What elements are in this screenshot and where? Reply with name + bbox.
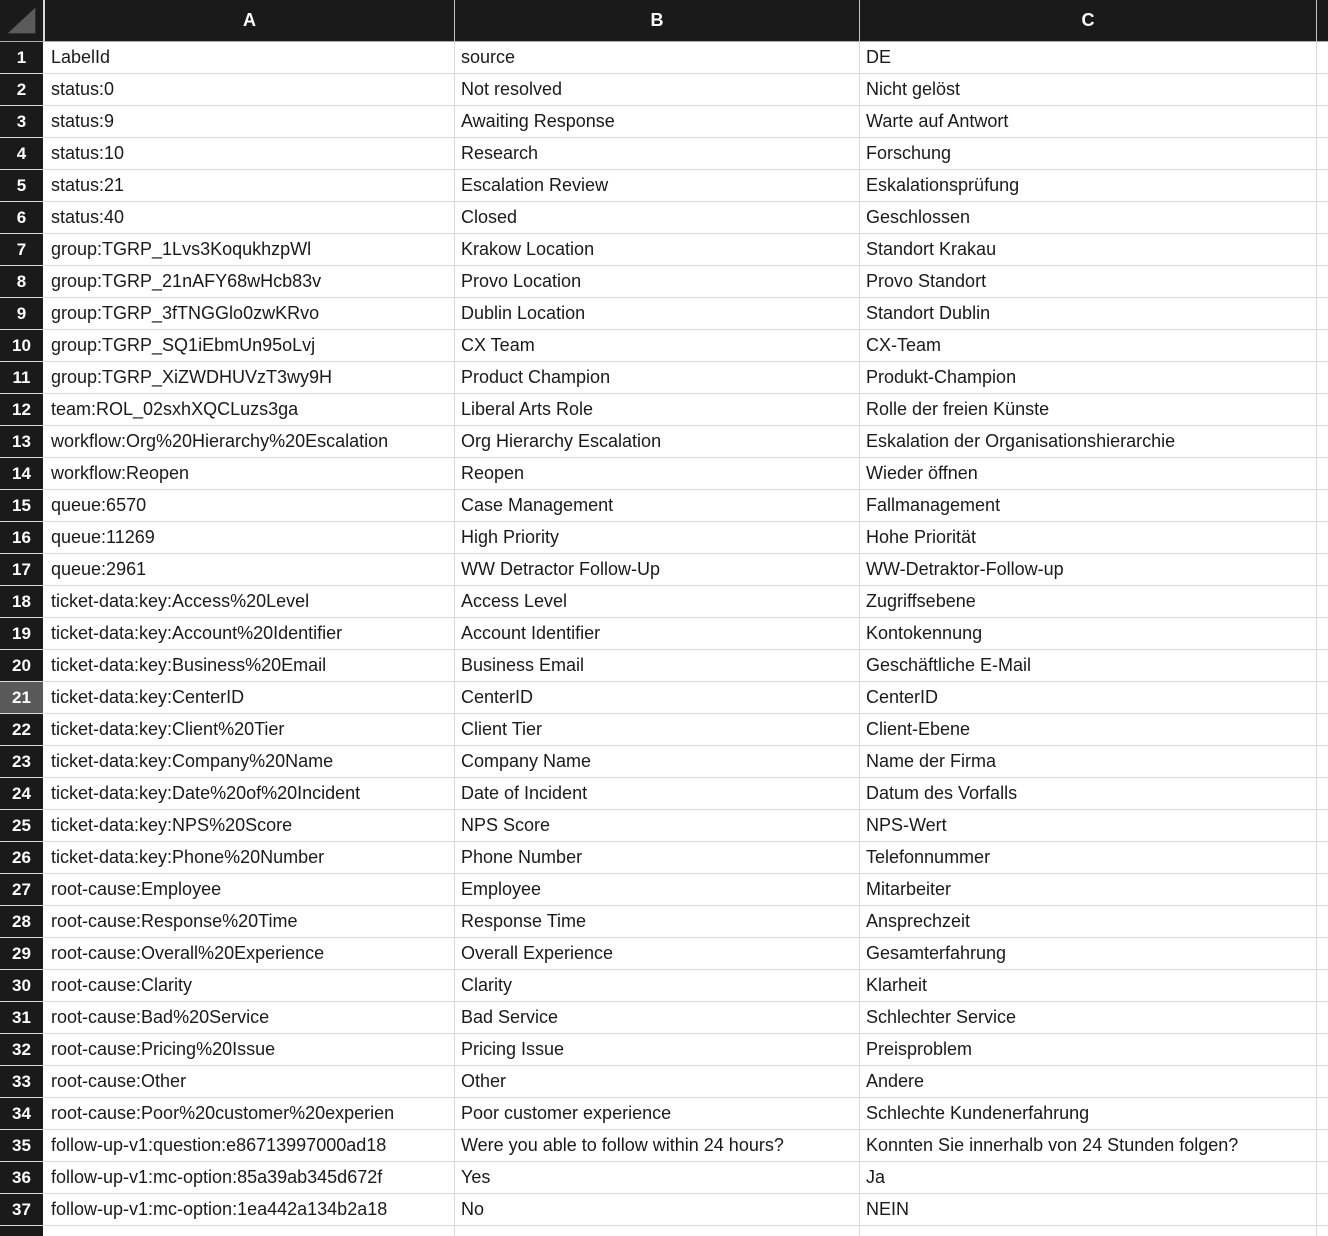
row-number[interactable]: 3	[0, 106, 45, 138]
row-number[interactable]: 14	[0, 458, 45, 490]
cell-de[interactable]: Datum des Vorfalls	[860, 778, 1317, 810]
cell-labelid[interactable]: status:21	[45, 170, 455, 202]
row-number[interactable]: 15	[0, 490, 45, 522]
cell-labelid[interactable]: ticket-data:key:NPS%20Score	[45, 810, 455, 842]
cell-d-partial[interactable]	[1317, 394, 1328, 426]
row-number[interactable]: 28	[0, 906, 45, 938]
cell-de[interactable]: Gesamterfahrung	[860, 938, 1317, 970]
cell-d-partial[interactable]	[1317, 458, 1328, 490]
row-number[interactable]: 18	[0, 586, 45, 618]
cell-de[interactable]: Warte auf Antwort	[860, 106, 1317, 138]
cell-de[interactable]: Mitarbeiter	[860, 874, 1317, 906]
cell-de[interactable]: CX-Team	[860, 330, 1317, 362]
cell-labelid[interactable]: queue:6570	[45, 490, 455, 522]
table-row	[0, 714, 1328, 746]
cell-de[interactable]: Eskalationsprüfung	[860, 170, 1317, 202]
row-number[interactable]: 6	[0, 202, 45, 234]
cell-source[interactable]: Research	[455, 138, 860, 170]
cell-de[interactable]: Fallmanagement	[860, 490, 1317, 522]
cell-d-partial[interactable]	[1317, 714, 1328, 746]
cell-source[interactable]: Dublin Location	[455, 298, 860, 330]
cell-source[interactable]: Provo Location	[455, 266, 860, 298]
cell-d-partial[interactable]	[1317, 746, 1328, 778]
cell-source[interactable]: Org Hierarchy Escalation	[455, 426, 860, 458]
table-row	[0, 1194, 1328, 1226]
cell-d-partial[interactable]	[1317, 298, 1328, 330]
row-number[interactable]: 19	[0, 618, 45, 650]
cell-de[interactable]: Geschäftliche E-Mail	[860, 650, 1317, 682]
table-row	[0, 554, 1328, 586]
cell-source[interactable]: WW Detractor Follow-Up	[455, 554, 860, 586]
cell-source[interactable]: Client Tier	[455, 714, 860, 746]
table-row	[0, 906, 1328, 938]
cell-de[interactable]: Nicht gelöst	[860, 74, 1317, 106]
cell-labelid[interactable]	[45, 1226, 455, 1236]
cell-de[interactable]: Eskalation der Organisationshierarchie	[860, 426, 1317, 458]
cell-source[interactable]: Business Email	[455, 650, 860, 682]
table-row	[0, 74, 1328, 106]
cell-de[interactable]: Konnten Sie innerhalb von 24 Stunden folgen?	[860, 1130, 1317, 1162]
table-row	[0, 266, 1328, 298]
row-number[interactable]: 26	[0, 842, 45, 874]
row-number[interactable]: 36	[0, 1162, 45, 1194]
cell-d-partial[interactable]	[1317, 330, 1328, 362]
row-number[interactable]	[0, 1226, 45, 1236]
table-row	[0, 426, 1328, 458]
cell-source[interactable]: Access Level	[455, 586, 860, 618]
cell-de[interactable]: Kontokennung	[860, 618, 1317, 650]
grid-body	[0, 42, 1328, 1236]
row-number[interactable]: 27	[0, 874, 45, 906]
row-number[interactable]: 7	[0, 234, 45, 266]
cell-labelid[interactable]: root-cause:Overall%20Experience	[45, 938, 455, 970]
cell-de[interactable]: DE	[860, 42, 1317, 74]
cell-labelid[interactable]: ticket-data:key:Date%20of%20Incident	[45, 778, 455, 810]
row-number[interactable]: 10	[0, 330, 45, 362]
cell-d-partial[interactable]	[1317, 426, 1328, 458]
cell-source[interactable]: Were you able to follow within 24 hours?	[455, 1130, 860, 1162]
cell-labelid[interactable]: status:9	[45, 106, 455, 138]
cell-d-partial[interactable]	[1317, 522, 1328, 554]
cell-labelid[interactable]: status:40	[45, 202, 455, 234]
cell-d-partial[interactable]	[1317, 42, 1328, 74]
cell-source[interactable]	[455, 1226, 860, 1236]
cell-labelid[interactable]: root-cause:Bad%20Service	[45, 1002, 455, 1034]
cell-labelid[interactable]: workflow:Org%20Hierarchy%20Escalation	[45, 426, 455, 458]
cell-labelid[interactable]: queue:2961	[45, 554, 455, 586]
cell-source[interactable]: Awaiting Response	[455, 106, 860, 138]
row-number[interactable]: 1	[0, 42, 45, 74]
cell-de[interactable]: WW-Detraktor-Follow-up	[860, 554, 1317, 586]
cell-d-partial[interactable]	[1317, 234, 1328, 266]
cell-d-partial[interactable]	[1317, 618, 1328, 650]
cell-de[interactable]: Geschlossen	[860, 202, 1317, 234]
cell-labelid[interactable]: root-cause:Response%20Time	[45, 906, 455, 938]
table-row	[0, 42, 1328, 74]
row-number[interactable]: 32	[0, 1034, 45, 1066]
cell-de[interactable]: Standort Krakau	[860, 234, 1317, 266]
cell-d-partial[interactable]	[1317, 1034, 1328, 1066]
cell-source[interactable]: Phone Number	[455, 842, 860, 874]
row-number[interactable]: 30	[0, 970, 45, 1002]
cell-de[interactable]: Forschung	[860, 138, 1317, 170]
cell-labelid[interactable]: group:TGRP_1Lvs3KoqukhzpWl	[45, 234, 455, 266]
table-row	[0, 842, 1328, 874]
column-header-d-partial[interactable]	[1317, 0, 1328, 42]
cell-d-partial[interactable]	[1317, 1194, 1328, 1226]
cell-d-partial[interactable]	[1317, 362, 1328, 394]
cell-d-partial[interactable]	[1317, 842, 1328, 874]
cell-d-partial[interactable]	[1317, 138, 1328, 170]
cell-source[interactable]: Not resolved	[455, 74, 860, 106]
cell-labelid[interactable]: root-cause:Employee	[45, 874, 455, 906]
row-number[interactable]: 37	[0, 1194, 45, 1226]
row-number[interactable]: 35	[0, 1130, 45, 1162]
cell-d-partial[interactable]	[1317, 906, 1328, 938]
cell-de[interactable]: Schlechte Kundenerfahrung	[860, 1098, 1317, 1130]
cell-d-partial[interactable]	[1317, 202, 1328, 234]
table-row	[0, 810, 1328, 842]
table-row	[0, 938, 1328, 970]
row-number[interactable]: 31	[0, 1002, 45, 1034]
table-row	[0, 874, 1328, 906]
cell-source[interactable]: Overall Experience	[455, 938, 860, 970]
cell-d-partial[interactable]	[1317, 106, 1328, 138]
cell-labelid[interactable]: root-cause:Pricing%20Issue	[45, 1034, 455, 1066]
table-row	[0, 650, 1328, 682]
column-header-a[interactable]: A	[45, 0, 455, 42]
row-number[interactable]: 23	[0, 746, 45, 778]
cell-source[interactable]: Poor customer experience	[455, 1098, 860, 1130]
cell-source[interactable]: Response Time	[455, 906, 860, 938]
cell-source[interactable]: Date of Incident	[455, 778, 860, 810]
cell-d-partial[interactable]	[1317, 970, 1328, 1002]
cell-labelid[interactable]: ticket-data:key:Account%20Identifier	[45, 618, 455, 650]
table-row	[0, 1226, 1328, 1236]
cell-d-partial[interactable]	[1317, 1066, 1328, 1098]
table-row	[0, 778, 1328, 810]
cell-de[interactable]: Andere	[860, 1066, 1317, 1098]
row-number[interactable]: 22	[0, 714, 45, 746]
cell-source[interactable]: High Priority	[455, 522, 860, 554]
table-row	[0, 298, 1328, 330]
cell-de[interactable]: Standort Dublin	[860, 298, 1317, 330]
cell-labelid[interactable]: ticket-data:key:Access%20Level	[45, 586, 455, 618]
cell-d-partial[interactable]	[1317, 1130, 1328, 1162]
cell-de[interactable]: Provo Standort	[860, 266, 1317, 298]
cell-d-partial[interactable]	[1317, 810, 1328, 842]
row-number[interactable]: 13	[0, 426, 45, 458]
cell-labelid[interactable]: group:TGRP_XiZWDHUVzT3wy9H	[45, 362, 455, 394]
cell-labelid[interactable]: ticket-data:key:Company%20Name	[45, 746, 455, 778]
select-all-triangle-icon	[0, 0, 43, 42]
cell-labelid[interactable]: workflow:Reopen	[45, 458, 455, 490]
cell-d-partial[interactable]	[1317, 938, 1328, 970]
cell-de[interactable]: CenterID	[860, 682, 1317, 714]
row-number[interactable]: 9	[0, 298, 45, 330]
row-number[interactable]: 4	[0, 138, 45, 170]
cell-d-partial[interactable]	[1317, 74, 1328, 106]
cell-labelid[interactable]: root-cause:Clarity	[45, 970, 455, 1002]
cell-d-partial[interactable]	[1317, 1226, 1328, 1236]
row-number[interactable]: 25	[0, 810, 45, 842]
cell-source[interactable]: Other	[455, 1066, 860, 1098]
cell-source[interactable]: Escalation Review	[455, 170, 860, 202]
table-row	[0, 362, 1328, 394]
cell-labelid[interactable]: ticket-data:key:Business%20Email	[45, 650, 455, 682]
cell-de[interactable]	[860, 1226, 1317, 1236]
row-number[interactable]: 34	[0, 1098, 45, 1130]
row-number[interactable]: 8	[0, 266, 45, 298]
table-row	[0, 522, 1328, 554]
cell-source[interactable]: Case Management	[455, 490, 860, 522]
table-row	[0, 202, 1328, 234]
cell-d-partial[interactable]	[1317, 586, 1328, 618]
table-row	[0, 970, 1328, 1002]
cell-de[interactable]: Rolle der freien Künste	[860, 394, 1317, 426]
row-number[interactable]: 20	[0, 650, 45, 682]
cell-source[interactable]: source	[455, 42, 860, 74]
cell-de[interactable]: Name der Firma	[860, 746, 1317, 778]
cell-labelid[interactable]: LabelId	[45, 42, 455, 74]
cell-d-partial[interactable]	[1317, 1162, 1328, 1194]
table-row	[0, 586, 1328, 618]
row-number[interactable]: 21	[0, 682, 45, 714]
cell-labelid[interactable]: follow-up-v1:question:e86713997000ad18	[45, 1130, 455, 1162]
cell-source[interactable]: CenterID	[455, 682, 860, 714]
row-number[interactable]: 24	[0, 778, 45, 810]
cell-d-partial[interactable]	[1317, 682, 1328, 714]
cell-de[interactable]: NPS-Wert	[860, 810, 1317, 842]
table-row	[0, 330, 1328, 362]
cell-source[interactable]: Clarity	[455, 970, 860, 1002]
cell-d-partial[interactable]	[1317, 874, 1328, 906]
cell-de[interactable]: Klarheit	[860, 970, 1317, 1002]
cell-source[interactable]: Bad Service	[455, 1002, 860, 1034]
cell-source[interactable]: Closed	[455, 202, 860, 234]
cell-labelid[interactable]: ticket-data:key:Phone%20Number	[45, 842, 455, 874]
cell-labelid[interactable]: status:0	[45, 74, 455, 106]
table-row	[0, 1066, 1328, 1098]
cell-source[interactable]: No	[455, 1194, 860, 1226]
column-header-b[interactable]: B	[455, 0, 860, 42]
cell-source[interactable]: Liberal Arts Role	[455, 394, 860, 426]
cell-labelid[interactable]: ticket-data:key:Client%20Tier	[45, 714, 455, 746]
cell-source[interactable]: Krakow Location	[455, 234, 860, 266]
row-number[interactable]: 2	[0, 74, 45, 106]
cell-de[interactable]: Zugriffsebene	[860, 586, 1317, 618]
cell-d-partial[interactable]	[1317, 170, 1328, 202]
cell-labelid[interactable]: team:ROL_02sxhXQCLuzs3ga	[45, 394, 455, 426]
cell-de[interactable]: Schlechter Service	[860, 1002, 1317, 1034]
cell-de[interactable]: Hohe Priorität	[860, 522, 1317, 554]
cell-d-partial[interactable]	[1317, 490, 1328, 522]
cell-source[interactable]: CX Team	[455, 330, 860, 362]
cell-labelid[interactable]: ticket-data:key:CenterID	[45, 682, 455, 714]
select-all-corner[interactable]	[0, 0, 45, 42]
cell-de[interactable]: Telefonnummer	[860, 842, 1317, 874]
table-row	[0, 138, 1328, 170]
column-header-row	[0, 0, 1328, 42]
cell-labelid[interactable]: root-cause:Other	[45, 1066, 455, 1098]
cell-d-partial[interactable]	[1317, 778, 1328, 810]
cell-labelid[interactable]: group:TGRP_3fTNGGlo0zwKRvo	[45, 298, 455, 330]
cell-labelid[interactable]: status:10	[45, 138, 455, 170]
cell-source[interactable]: Employee	[455, 874, 860, 906]
cell-source[interactable]: Company Name	[455, 746, 860, 778]
cell-labelid[interactable]: group:TGRP_21nAFY68wHcb83v	[45, 266, 455, 298]
row-number[interactable]: 33	[0, 1066, 45, 1098]
cell-d-partial[interactable]	[1317, 650, 1328, 682]
cell-source[interactable]: Pricing Issue	[455, 1034, 860, 1066]
cell-de[interactable]: Wieder öffnen	[860, 458, 1317, 490]
table-row	[0, 490, 1328, 522]
cell-de[interactable]: Preisproblem	[860, 1034, 1317, 1066]
cell-labelid[interactable]: queue:11269	[45, 522, 455, 554]
table-row	[0, 234, 1328, 266]
cell-source[interactable]: Account Identifier	[455, 618, 860, 650]
cell-source[interactable]: NPS Score	[455, 810, 860, 842]
row-number[interactable]: 12	[0, 394, 45, 426]
table-row	[0, 618, 1328, 650]
row-number[interactable]: 16	[0, 522, 45, 554]
cell-d-partial[interactable]	[1317, 1098, 1328, 1130]
table-row	[0, 394, 1328, 426]
row-number[interactable]: 17	[0, 554, 45, 586]
cell-d-partial[interactable]	[1317, 554, 1328, 586]
cell-de[interactable]: Ja	[860, 1162, 1317, 1194]
column-header-c[interactable]: C	[860, 0, 1317, 42]
cell-source[interactable]: Product Champion	[455, 362, 860, 394]
row-number[interactable]: 5	[0, 170, 45, 202]
table-row	[0, 746, 1328, 778]
cell-de[interactable]: Ansprechzeit	[860, 906, 1317, 938]
cell-d-partial[interactable]	[1317, 266, 1328, 298]
cell-source[interactable]: Reopen	[455, 458, 860, 490]
cell-labelid[interactable]: follow-up-v1:mc-option:1ea442a134b2a18	[45, 1194, 455, 1226]
table-row	[0, 1162, 1328, 1194]
table-row	[0, 1098, 1328, 1130]
row-number[interactable]: 29	[0, 938, 45, 970]
cell-source[interactable]: Yes	[455, 1162, 860, 1194]
table-row	[0, 170, 1328, 202]
table-row	[0, 106, 1328, 138]
cell-labelid[interactable]: group:TGRP_SQ1iEbmUn95oLvj	[45, 330, 455, 362]
row-number[interactable]: 11	[0, 362, 45, 394]
table-row	[0, 458, 1328, 490]
cell-de[interactable]: Produkt-Champion	[860, 362, 1317, 394]
cell-de[interactable]: NEIN	[860, 1194, 1317, 1226]
table-row	[0, 1034, 1328, 1066]
cell-labelid[interactable]: root-cause:Poor%20customer%20experien	[45, 1098, 455, 1130]
cell-labelid[interactable]: follow-up-v1:mc-option:85a39ab345d672f	[45, 1162, 455, 1194]
table-row	[0, 1002, 1328, 1034]
cell-d-partial[interactable]	[1317, 1002, 1328, 1034]
cell-de[interactable]: Client-Ebene	[860, 714, 1317, 746]
table-row	[0, 682, 1328, 714]
table-row	[0, 1130, 1328, 1162]
